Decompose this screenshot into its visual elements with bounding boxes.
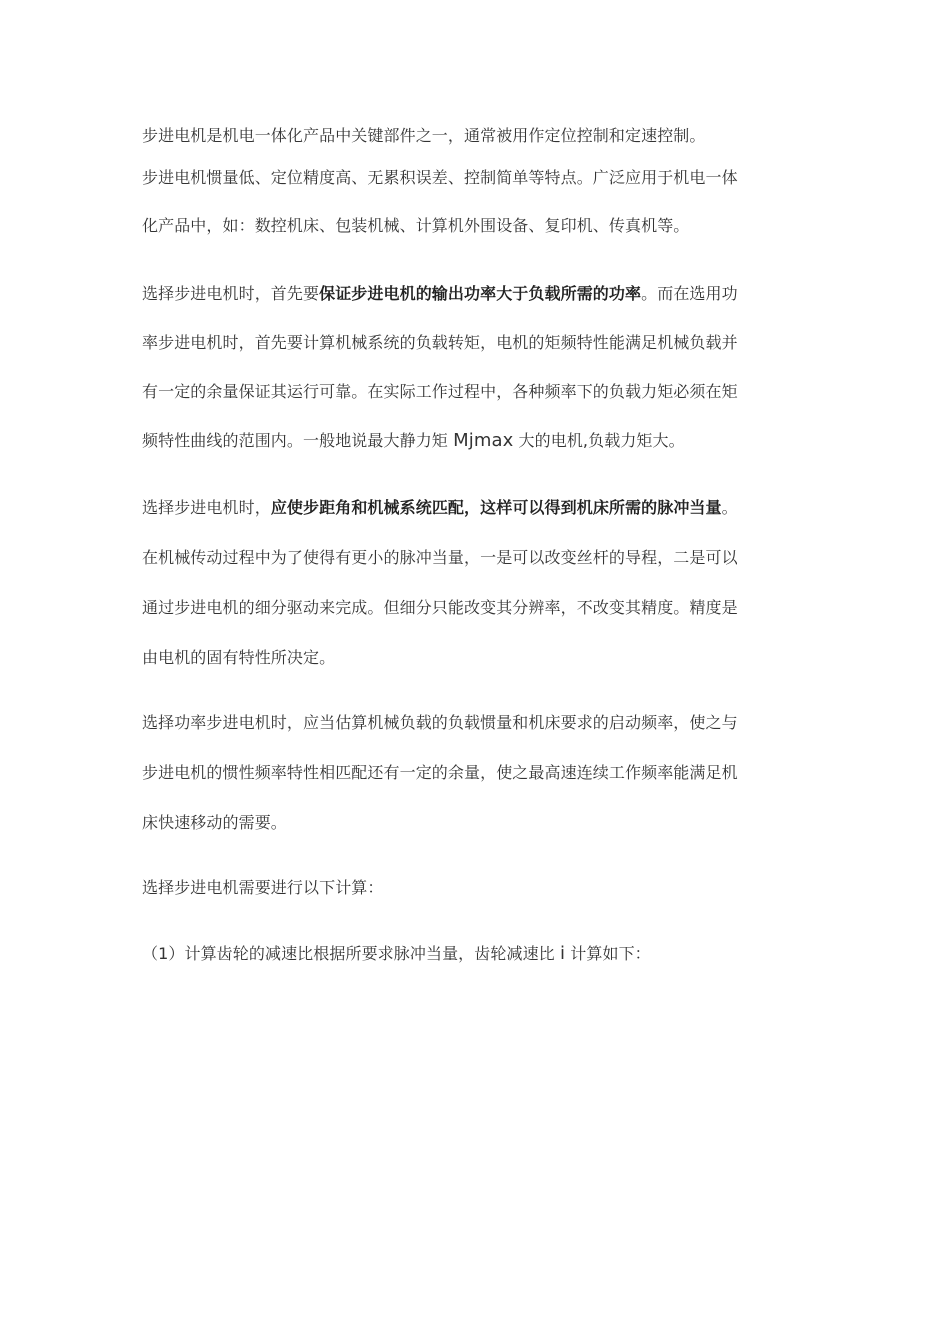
paragraph-step-angle-text-2: 在机械传动过程中为了使得有更小的脉冲当量，一是可以改变丝杆的导程，二是可以 xyxy=(142,548,738,567)
paragraph-step-angle-line-4 xyxy=(142,646,822,670)
paragraph-power-line-1 xyxy=(142,282,822,306)
paragraph-inertia-line-3 xyxy=(142,811,822,835)
paragraph-step-angle-text-3: 通过步进电机的细分驱动来完成。但细分只能改变其分辨率，不改变其精度。精度是 xyxy=(142,598,738,617)
gear-ratio-symbol: i xyxy=(559,943,566,964)
paragraph-step-angle-line-3 xyxy=(142,596,822,620)
paragraph-power-text-3: 有一定的余量保证其运行可靠。在实际工作过程中，各种频率下的负载力矩必须在矩 xyxy=(142,382,738,401)
paragraph-gear-ratio-post: 计算如下： xyxy=(565,944,651,963)
paragraph-power-line-2 xyxy=(142,331,822,355)
paragraph-step-angle-line-2 xyxy=(142,546,822,570)
paragraph-inertia-line-2 xyxy=(142,761,822,785)
paragraph-features-text-1: 步进电机惯量低、定位精度高、无累积误差、控制简单等特点。广泛应用于机电一体 xyxy=(142,168,738,187)
paragraph-gear-ratio-pre: （1）计算齿轮的减速比根据所要求脉冲当量，齿轮减速比 xyxy=(142,944,560,963)
paragraph-features-line-1 xyxy=(142,166,822,190)
paragraph-power-text-4-post: 大的电机,负载力矩大。 xyxy=(513,431,685,450)
paragraph-step-angle-pre: 选择步进电机时， xyxy=(142,498,271,517)
paragraph-gear-ratio xyxy=(142,942,822,966)
paragraph-step-angle-line-1 xyxy=(142,496,822,520)
paragraph-intro-text: 步进电机是机电一体化产品中关键部件之一，通常被用作定位控制和定速控制。 xyxy=(142,126,706,145)
paragraph-inertia-text-2: 步进电机的惯性频率特性相匹配还有一定的余量，使之最高速连续工作频率能满足机 xyxy=(142,763,738,782)
paragraph-power-emphasis: 保证步进电机的输出功率大于负载所需的功率 xyxy=(319,284,642,303)
paragraph-inertia-line-1 xyxy=(142,711,822,735)
paragraph-intro xyxy=(142,124,822,148)
paragraph-power-text-2: 率步进电机时，首先要计算机械系统的负载转矩，电机的矩频特性能满足机械负载并 xyxy=(142,333,738,352)
paragraph-step-angle-emphasis: 应使步距角和机械系统匹配，这样可以得到机床所需的脉冲当量 xyxy=(270,498,722,517)
paragraph-power-line-4 xyxy=(142,429,822,453)
paragraph-power-text-4-pre: 频特性曲线的范围内。一般地说最大静力矩 xyxy=(142,431,454,450)
paragraph-power-pre: 选择步进电机时，首先要 xyxy=(142,284,320,303)
paragraph-features-text-2: 化产品中，如：数控机床、包装机械、计算机外围设备、复印机、传真机等。 xyxy=(142,216,690,235)
paragraph-step-angle-text-4: 由电机的固有特性所决定。 xyxy=(142,648,336,667)
max-static-torque-symbol: Mjmax xyxy=(453,430,514,451)
paragraph-calculation-intro-text: 选择步进电机需要进行以下计算： xyxy=(142,878,384,897)
paragraph-step-angle-post: 。 xyxy=(721,498,738,517)
paragraph-inertia-text-1: 选择功率步进电机时，应当估算机械负载的负载惯量和机床要求的启动频率，使之与 xyxy=(142,713,738,732)
paragraph-power-line-3 xyxy=(142,380,822,404)
paragraph-inertia-text-3: 床快速移动的需要。 xyxy=(142,813,287,832)
paragraph-power-post: 。而在选用功 xyxy=(641,284,738,303)
paragraph-calculation-intro xyxy=(142,876,822,900)
paragraph-features-line-2 xyxy=(142,214,822,238)
